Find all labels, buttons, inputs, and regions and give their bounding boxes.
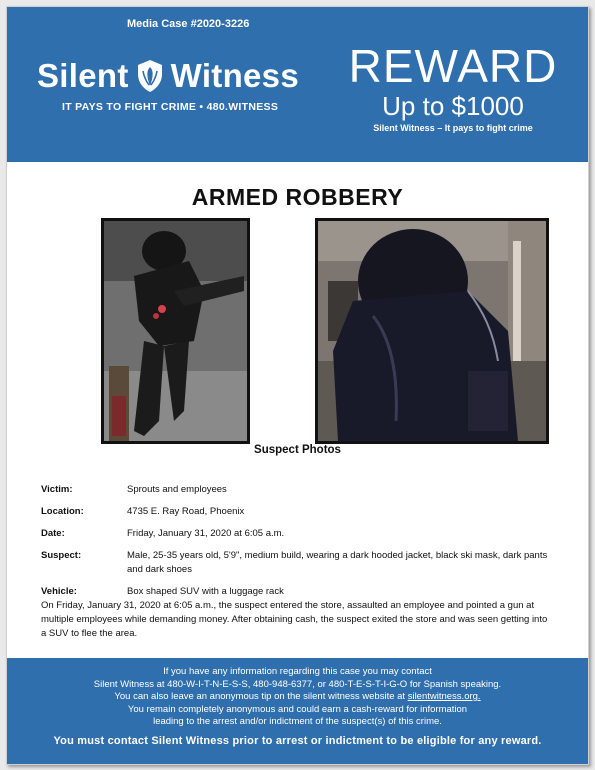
- footer-line: You remain completely anonymous and could earn a cash-reward for information: [127, 703, 468, 715]
- detail-value: Sprouts and employees: [127, 484, 227, 495]
- logo-word-right: Witness: [170, 57, 299, 94]
- footer-line-text: You can also leave an anonymous tip on the silent witness website at: [114, 691, 408, 702]
- detail-row-vehicle: [41, 585, 561, 599]
- silent-witness-logo: [37, 57, 299, 95]
- detail-label: Date:: [41, 528, 65, 539]
- logo-word-left: Silent: [37, 57, 129, 94]
- page-title: ARMED ROBBERY: [191, 184, 404, 210]
- shield-icon: [135, 58, 165, 94]
- case-narrative: On Friday, January 31, 2020 at 6:05 a.m., the suspect entered the store, assaulted an employee and pointed a gun at multiple employees while demanding money. After obtaining cash, the suspect exited the store and was seen getting into a SUV to flee the area.: [41, 600, 548, 639]
- detail-row-suspect: [41, 549, 561, 577]
- detail-value: Box shaped SUV with a luggage rack: [127, 586, 284, 597]
- detail-row-location: [41, 505, 561, 519]
- footer-line: If you have any information regarding this case you may contact: [163, 666, 432, 677]
- reward-title: REWARD: [348, 40, 558, 92]
- detail-label: Victim:: [41, 484, 73, 495]
- detail-row-date: [41, 527, 561, 541]
- photos-caption: Suspect Photos: [254, 444, 341, 456]
- detail-label: Suspect:: [41, 550, 82, 561]
- case-number: Media Case #2020-3226: [127, 18, 250, 30]
- detail-label: Location:: [41, 506, 84, 517]
- detail-value: 4735 E. Ray Road, Phoenix: [127, 506, 245, 517]
- footer-line: Silent Witness at 480-W-I-T-N-E-S-S, 480-948-6377, or 480-T-E-S-T-I-G-O for Spanish speaking.: [93, 678, 502, 690]
- tagline: IT PAYS TO FIGHT CRIME • 480.WITNESS: [62, 101, 279, 113]
- reward-subtitle: Silent Witness – It pays to fight crime: [373, 123, 533, 133]
- eligibility-notice: You must contact Silent Witness prior to arrest or indictment to be eligible for any reward.: [53, 734, 542, 747]
- detail-row-victim: [41, 483, 561, 497]
- suspect-photo-1: [101, 218, 250, 444]
- case-details: [41, 483, 561, 607]
- footer-line: leading to the arrest and/or indictment of the suspect(s) of this crime.: [153, 716, 442, 727]
- website-link[interactable]: silentwitness.org.: [407, 691, 481, 702]
- suspect-photo-2: [315, 218, 549, 444]
- header-banner: [7, 7, 588, 162]
- footer-line: [7, 691, 588, 704]
- footer-banner: [7, 658, 588, 764]
- flyer-page: [6, 6, 589, 765]
- detail-value: Male, 25-35 years old, 5'9", medium build, wearing a dark hooded jacket, black ski mask, dark pants and dark shoes: [127, 550, 548, 575]
- detail-value: Friday, January 31, 2020 at 6:05 a.m.: [127, 528, 285, 539]
- reward-amount: Up to $1000: [382, 91, 524, 121]
- detail-label: Vehicle:: [41, 586, 77, 597]
